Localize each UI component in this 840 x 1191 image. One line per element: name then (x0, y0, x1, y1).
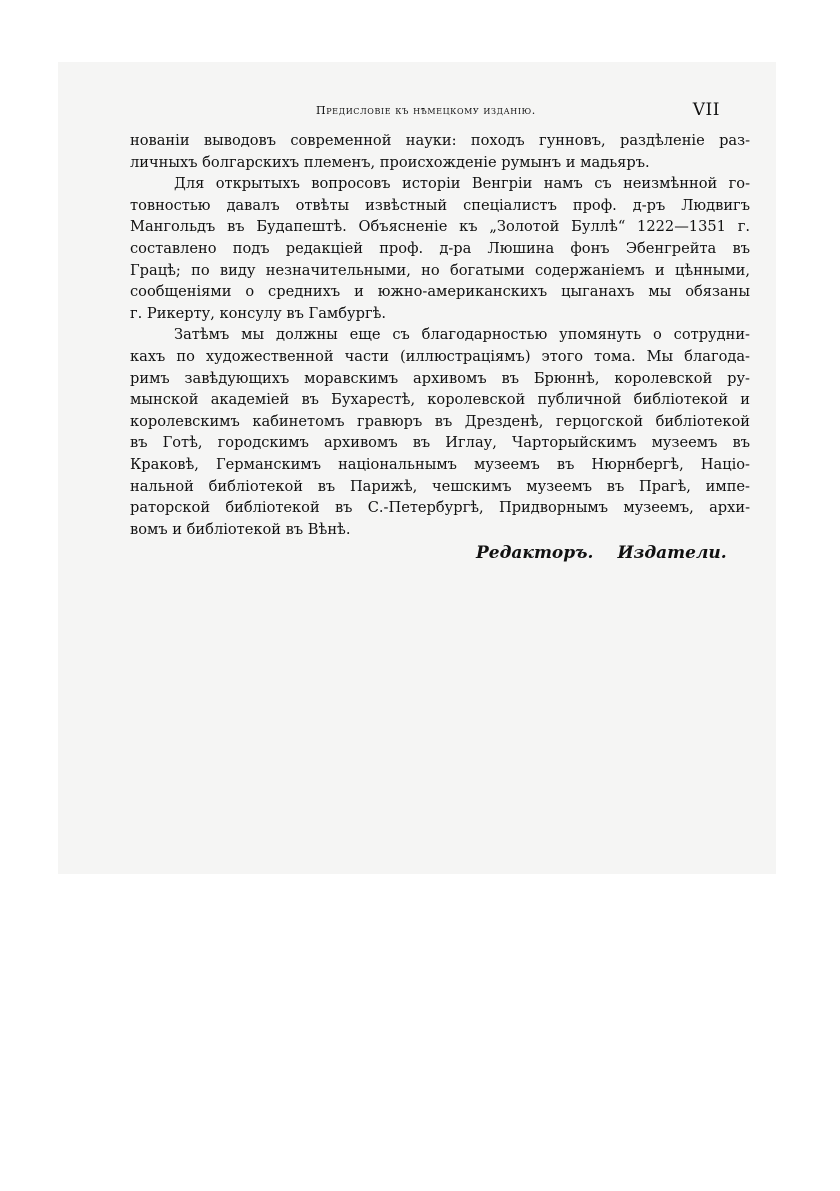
text-line: мынской академіей въ Бухарестѣ, королевской публичной библіотекой и (130, 391, 750, 409)
paragraph-start-line: Для открытыхъ вопросовъ исторіи Венгріи намъ съ неизмѣнной го- (174, 175, 750, 193)
page-header (130, 100, 750, 126)
text-line: нованіи выводовъ современной науки: походъ гунновъ, раздѣленіе раз- (130, 132, 750, 149)
text-line: королевскимъ кабинетомъ гравюръ въ Дрезденѣ, герцогской библіотекой (130, 412, 750, 430)
body-text (130, 130, 750, 540)
text-line: въ Готѣ, городскимъ архивомъ въ Иглау, Чарторыйскимъ музеемъ въ (130, 434, 750, 452)
text-line: нальной библіотекой въ Парижѣ, чешскимъ музеемъ въ Прагѣ, импе- (130, 477, 750, 495)
page-number: VII (692, 100, 720, 120)
text-line: раторской библіотекой въ С.-Петербургѣ, Придворнымъ музеемъ, архи- (130, 499, 750, 517)
signature (476, 543, 756, 563)
signature-editor: Редакторъ. (476, 543, 594, 563)
running-title: Предисловіе къ нѣмецкому изданію. (316, 104, 536, 117)
text-line: Краковѣ, Германскимъ національнымъ музеемъ въ Нюрнбергѣ, Націо- (130, 455, 750, 473)
text-line: сообщеніями о среднихъ и южно-американскихъ цыганахъ мы обязаны (130, 283, 750, 301)
text-line: составлено подъ редакціей проф. д-ра Люшина фонъ Эбенгрейта въ (130, 239, 750, 257)
paragraph-start-line: Затѣмъ мы должны еще съ благодарностью упомянуть о сотрудни- (174, 326, 750, 344)
text-line: кахъ по художественной части (иллюстраціямъ) этого тома. Мы благода- (130, 347, 750, 365)
text-line: товностью давалъ отвѣты извѣстный спеціалистъ проф. д-ръ Людвигъ (130, 196, 750, 214)
text-line: Мангольдъ въ Будапештѣ. Объясненіе къ „Золотой Буллѣ“ 1222—1351 г. (130, 218, 750, 236)
text-line: вомъ и библіотекой въ Вѣнѣ. (130, 520, 351, 538)
text-line: г. Рикерту, консулу въ Гамбургѣ. (130, 304, 387, 322)
signature-publishers: Издатели. (617, 543, 727, 563)
text-line: личныхъ болгарскихъ племенъ, происхожденіе румынъ и мадьяръ. (130, 153, 650, 171)
text-line: римъ завѣдующихъ моравскимъ архивомъ въ Брюннѣ, королевской ру- (130, 369, 750, 387)
text-line: Грацѣ; по виду незначительными, но богатыми содержаніемъ и цѣнными, (130, 261, 750, 279)
